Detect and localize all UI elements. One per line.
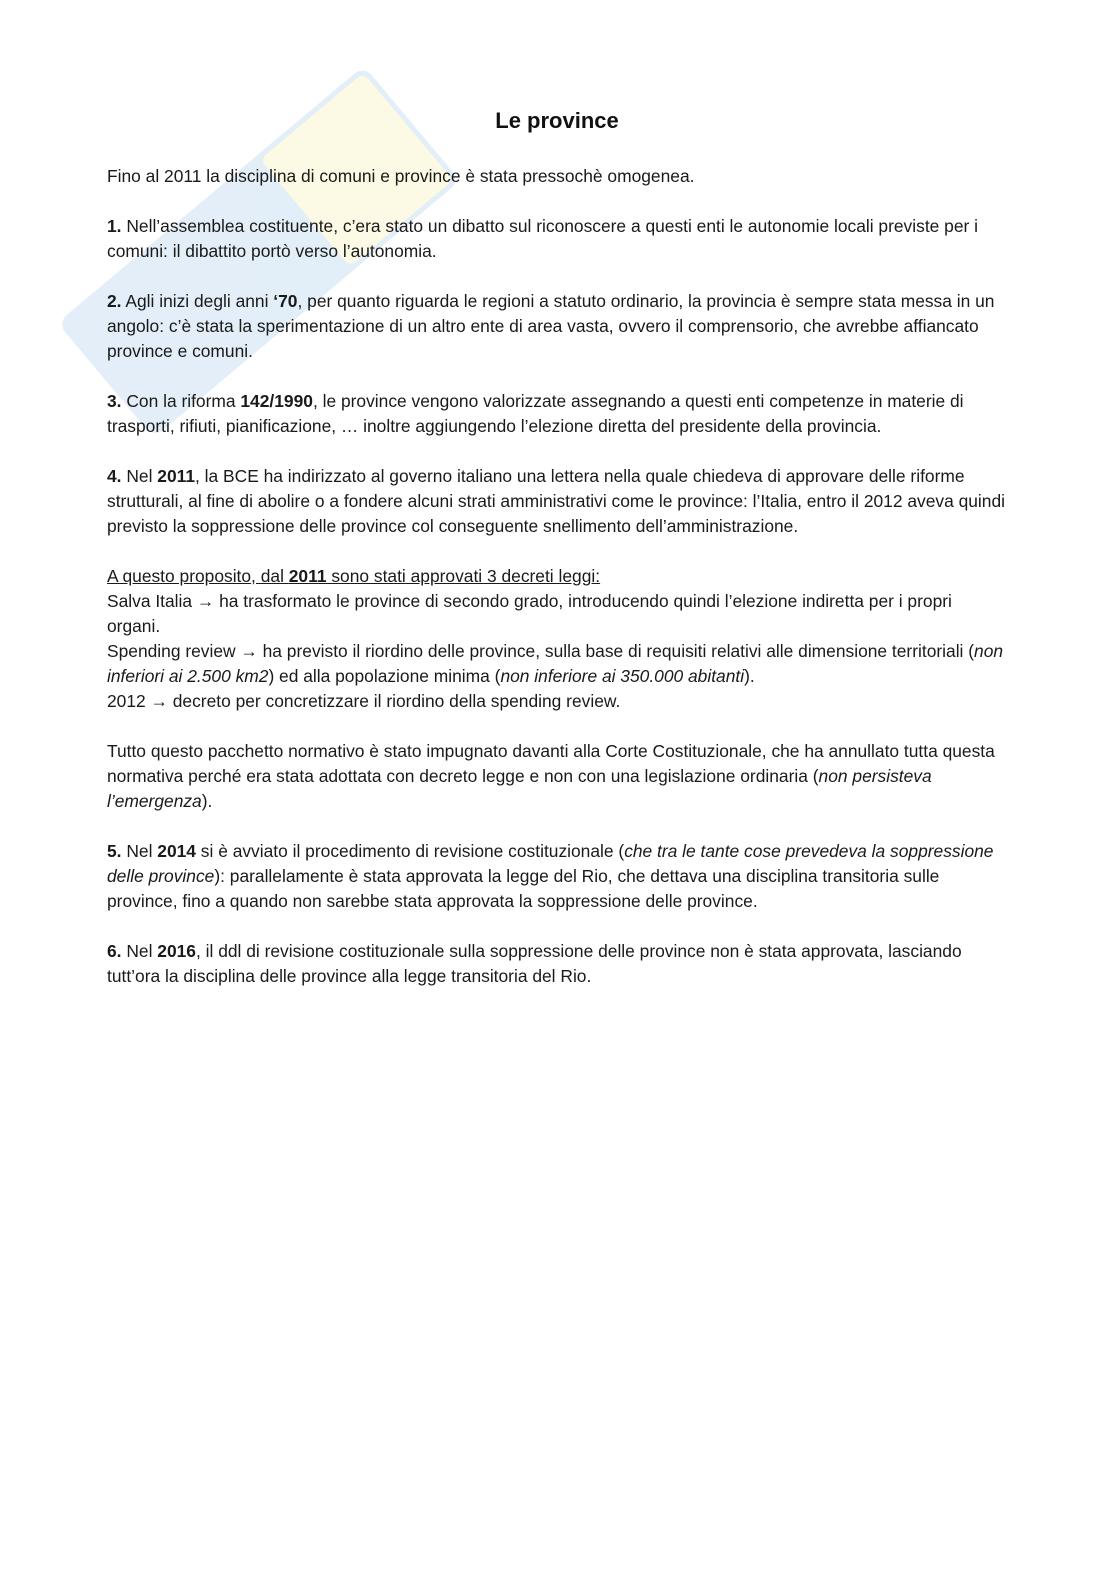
paragraph-text: , le province vengono valorizzate assegnando a questi enti competenze in materie di trasporti, rifiuti, pianificazione, … inoltre aggiungendo l’elezione diretta del presidente della provincia. (107, 391, 964, 436)
bold-text: 2016 (157, 941, 196, 961)
paragraph-6 (107, 939, 1007, 989)
bold-text: ‘70 (273, 291, 298, 311)
bold-text: 2014 (157, 841, 196, 861)
decree-item-spending-review (107, 639, 1007, 689)
item-text: Spending review → ha previsto il riordino delle province, sulla base di requisiti relativi alle dimensione territoriali ( (107, 641, 975, 661)
italic-text: non inferiori ai 2.500 km2 (107, 641, 1004, 686)
paragraph-3 (107, 389, 1007, 439)
paragraph-text: ). (201, 791, 213, 811)
paragraph-2 (107, 289, 1007, 364)
paragraph-number: 4. (107, 466, 122, 486)
paragraph-text: , il ddl di revisione costituzionale sulla soppressione delle province non è stata approvata, lasciando tutt’ora la disciplina delle province alla legge transitoria del Rio. (107, 941, 962, 986)
paragraph-text: Tutto questo pacchetto normativo è stato impugnato davanti alla Corte Costituzionale, che ha annullato tutta questa normativa perché era stata adottata con decreto legge e non con una legislazione ordinaria ( (107, 741, 995, 786)
document-page (107, 106, 1007, 1014)
paragraph-number: 3. (107, 391, 122, 411)
paragraph-5 (107, 839, 1007, 914)
bold-text: 2011 (157, 466, 196, 486)
heading-text: sono stati approvati 3 decreti leggi: (326, 566, 601, 586)
heading-text: A questo proposito, dal (107, 566, 289, 586)
paragraph-text: , per quanto riguarda le regioni a statuto ordinario, la provincia è sempre stata messa in un angolo: c’è stata la sperimentazione di un altro ente di area vasta, ovvero il comprensorio, che avrebbe affiancato province e comuni. (107, 291, 995, 361)
paragraph-1 (107, 214, 1007, 264)
decrees-heading (107, 564, 1007, 589)
court-paragraph (107, 739, 1007, 814)
paragraph-4 (107, 464, 1007, 539)
paragraph-number: 6. (107, 941, 122, 961)
decree-item-2012: 2012 → decreto per concretizzare il riordino della spending review. (107, 691, 621, 711)
italic-text: che tra le tante cose prevedeva la soppressione delle province (107, 841, 994, 886)
paragraph-text: si è avviato il procedimento di revisione costituzionale ( (195, 841, 625, 861)
italic-text: non inferiore ai 350.000 abitanti (500, 666, 745, 686)
bold-text: 142/1990 (240, 391, 313, 411)
bold-text: 2011 (288, 566, 327, 586)
paragraph-text: Nel (121, 466, 158, 486)
paragraph-number: 1. (107, 216, 122, 236)
paragraph-text: ): parallelamente è stata approvata la legge del Rio, che dettava una disciplina transitoria sulle province, fino a quando non sarebbe stata approvata la soppressione delle province. (107, 866, 940, 911)
paragraph-number: 5. (107, 841, 122, 861)
item-text: ) ed alla popolazione minima ( (268, 666, 501, 686)
paragraph-text: Nell’assemblea costituente, c’era stato un dibatto sul riconoscere a questi enti le autonomie locali previste per i comuni: il dibattito portò verso l’autonomia. (107, 216, 978, 261)
paragraph-text: Nel (121, 841, 158, 861)
intro-paragraph (107, 164, 1007, 189)
paragraph-text: , la BCE ha indirizzato al governo italiano una lettera nella quale chiedeva di approvare delle riforme strutturali, al fine di abolire o a fondere alcuni strati amministrativi come le province: l’Italia, entro il 2012 aveva quindi previsto la soppressione delle province col conseguente snellimento dell’amministrazione. (107, 466, 1005, 536)
page-title: Le province (495, 108, 619, 133)
decree-item-salva-italia: Salva Italia → ha trasformato le province di secondo grado, introducendo quindi l’elezione indiretta per i propri organi. (107, 591, 952, 636)
paragraph-number: 2. (107, 291, 122, 311)
item-text: ). (744, 666, 755, 686)
paragraph-text: Nel (121, 941, 158, 961)
intro-text: Fino al 2011 la disciplina di comuni e province è stata pressochè omogenea. (107, 166, 695, 186)
paragraph-text: Con la riforma (121, 391, 241, 411)
paragraph-text: Agli inizi degli anni (121, 291, 274, 311)
decrees-section (107, 564, 1007, 714)
italic-text: non persisteva l’emergenza (107, 766, 932, 811)
